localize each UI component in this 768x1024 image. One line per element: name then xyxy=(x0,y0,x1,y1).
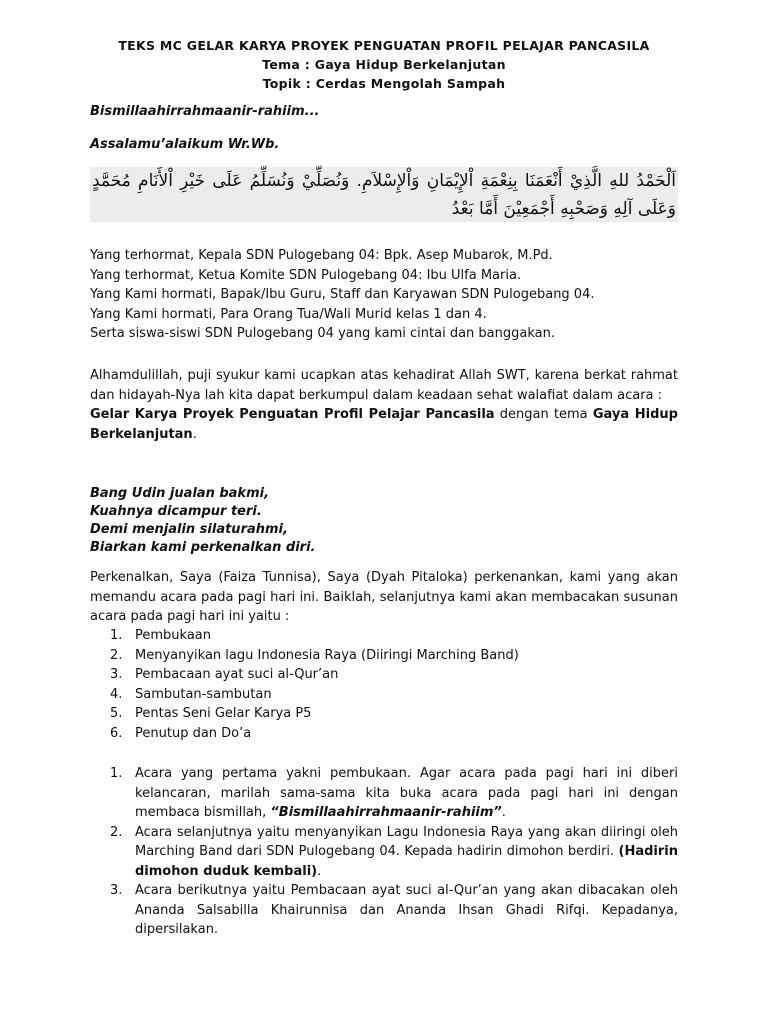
pantun-line: Demi menjalin silaturahmi, xyxy=(90,522,288,537)
step-item: 1. Acara yang pertama yakni pembukaan. Agar acara pada pagi hari ini diberi kelancaran, marilah sama-sama kita buka acara pada pagi hari ini dengan membaca bismillah, “Bismillaahirrahmaanir-rahiim”. xyxy=(110,766,678,820)
steps-list xyxy=(110,764,678,940)
bismillah-line: Bismillaahirrahmaanir-rahiim... xyxy=(90,104,320,119)
alhamdulillah-paragraph xyxy=(90,366,678,444)
agenda-item: 6. Penutup dan Do’a xyxy=(110,725,252,741)
event-connector: dengan tema xyxy=(494,407,593,422)
pantun-block xyxy=(90,485,315,557)
step-item: 3. Acara berikutnya yaitu Pembacaan ayat suci al-Qur’an yang akan dibacakan oleh Ananda Salsabilla Khairunnisa dan Ananda Ihsan Ghadi Rifqi. Kepadanya, dipersilakan. xyxy=(110,883,678,937)
intro-paragraph: Perkenalkan, Saya (Faiza Tunnisa), Saya (Dyah Pitaloka) perkenankan, kami yang akan memandu acara pada pagi hari ini. Baiklah, selanjutnya kami akan membacakan susunan acara pada pagi hari ini yaitu : xyxy=(90,570,678,624)
greeting-line: Yang Kami hormati, Para Orang Tua/Wali Murid kelas 1 dan 4. xyxy=(90,307,487,322)
agenda-item: 2. Menyanyikan lagu Indonesia Raya (Diiringi Marching Band) xyxy=(110,647,519,663)
event-theme: Gaya Hidup Berkelanjutan xyxy=(90,407,678,442)
step-item: 2. Acara selanjutnya yaitu menyanyikan Lagu Indonesia Raya yang akan diiringi oleh Marching Band dari SDN Pulogebang 04. Kepada hadirin dimohon berdiri. (Hadirin dimohon duduk kembali). xyxy=(110,824,678,879)
document-title: TEKS MC GELAR KARYA PROYEK PENGUATAN PROFIL PELAJAR PANCASILA xyxy=(118,38,650,53)
pantun-line: Kuahnya dicampur teri. xyxy=(90,504,262,519)
alhamdulillah-text: Alhamdulillah, puji syukur kami ucapkan atas kehadirat Allah SWT, karena berkat rahmat dan hidayah-Nya lah kita dapat berkumpul dalam keadaan sehat walafiat dalam acara : xyxy=(90,368,678,403)
pantun-line: Biarkan kami perkenalkan diri. xyxy=(90,540,316,555)
document-topic: Topik : Cerdas Mengolah Sampah xyxy=(262,76,506,91)
event-name: Gelar Karya Proyek Penguatan Profil Pelajar Pancasila xyxy=(90,407,495,422)
greeting-line: Yang terhormat, Ketua Komite SDN Pulogebang 04: Ibu Ulfa Maria. xyxy=(90,268,522,283)
greeting-line: Yang terhormat, Kepala SDN Pulogebang 04: Bpk. Asep Mubarok, M.Pd. xyxy=(90,248,553,263)
agenda-item: 4. Sambutan-sambutan xyxy=(110,686,272,702)
pantun-line: Bang Udin jualan bakmi, xyxy=(90,486,270,501)
agenda-item: 1. Pembukaan xyxy=(110,628,212,643)
agenda-list xyxy=(110,626,678,743)
salam-line: Assalamu’alaikum Wr.Wb. xyxy=(90,137,280,152)
event-end: . xyxy=(192,426,197,442)
document-theme: Tema : Gaya Hidup Berkelanjutan xyxy=(262,57,506,72)
greeting-line: Yang Kami hormati, Bapak/Ibu Guru, Staff dan Karyawan SDN Pulogebang 04. xyxy=(90,287,595,302)
arabic-prayer: اَلْحَمْدُ للهِ الَّذِيْ أَنْعَمَنَا بِنِعْمَةِ اْلإِيْمَانِ وَاْلإِسْلاَمِ. وَنُصَلِّيْ وَنُسَلِّمُ عَلَى خَيْرِ اْلأَنَامِ مُحَمَّدٍ وَعَلَى آلِهِ وَصَحْبِهِ أَجْمَعِيْنَ أَمَّا بَعْدُ xyxy=(90,167,678,222)
greeting-line: Serta siswa-siswi SDN Pulogebang 04 yang kami cintai dan banggakan. xyxy=(90,326,555,341)
agenda-item: 5. Pentas Seni Gelar Karya P5 xyxy=(110,706,312,721)
agenda-item: 3. Pembacaan ayat suci al-Qur’an xyxy=(110,667,339,682)
